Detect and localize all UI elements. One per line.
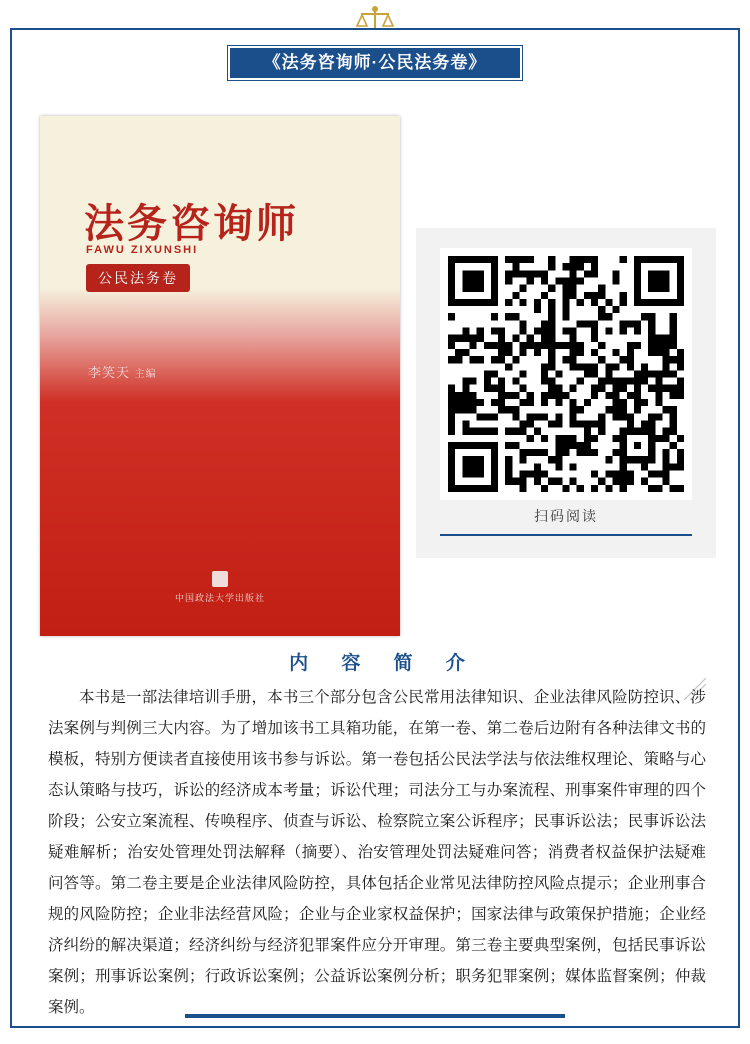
cover-author <box>88 362 157 381</box>
cover-pinyin: FAWU ZIXUNSHI <box>86 244 199 256</box>
publisher-logo-icon <box>212 571 228 587</box>
content-paragraph: 本书是一部法律培训手册，本书三个部分包含公民常用法律知识、企业法律风险防控识、涉法案例与判例三大内容。为了增加该书工具箱功能，在第一卷、第二卷后边附有各种法律文书的模板，特别方便读者直接使用该书参与诉讼。第一卷包括公民法学法与依法维权理论、策略与心态认策略与技巧，诉讼的经济成本考量；诉讼代理；司法分工与办案流程、刑事案件审理的四个阶段；公安立案流程、传唤程序、侦查与诉讼、检察院立案公诉程序；民事诉讼法；民事诉讼法疑难解析；治安处管理处罚法解释（摘要）、治安管理处罚法疑难问答；消费者权益保护法疑难问答等。第二卷主要是企业法律风险防控，具体包括企业常见法律防控风险点提示；企业刑事合规的风险防控；企业非法经营风险；企业与企业家权益保护；国家法律与政策保护措施；企业经济纠纷的解决渠道；经济纠纷与经济犯罪案件应分开审理。第三卷主要典型案例，包括民事诉讼案例；刑事诉讼案例；行政诉讼案例；公益诉讼案例分析；职务犯罪案例；媒体监督案例；仲裁案例。 <box>48 688 706 1016</box>
document-frame <box>10 28 740 1028</box>
qr-underline <box>440 534 692 536</box>
qr-panel <box>416 228 716 558</box>
cover-author-role: 主编 <box>134 369 157 380</box>
qr-code-box[interactable] <box>440 248 692 500</box>
cover-publisher <box>40 571 400 604</box>
book-cover-image <box>40 116 400 636</box>
cover-volume-badge: 公民法务卷 <box>86 264 190 292</box>
page-title: 《法务咨询师·公民法务卷》 <box>228 46 522 80</box>
bottom-accent-bar <box>185 1014 565 1018</box>
qr-code-icon[interactable] <box>448 256 684 492</box>
cover-publisher-name: 中国政法大学出版社 <box>174 593 265 603</box>
cover-title: 法务咨询师 <box>84 200 299 247</box>
section-heading: 内 容 简 介 <box>289 653 479 674</box>
qr-caption: 扫码阅读 <box>534 508 598 524</box>
cover-author-name: 李笑天 <box>88 365 131 380</box>
